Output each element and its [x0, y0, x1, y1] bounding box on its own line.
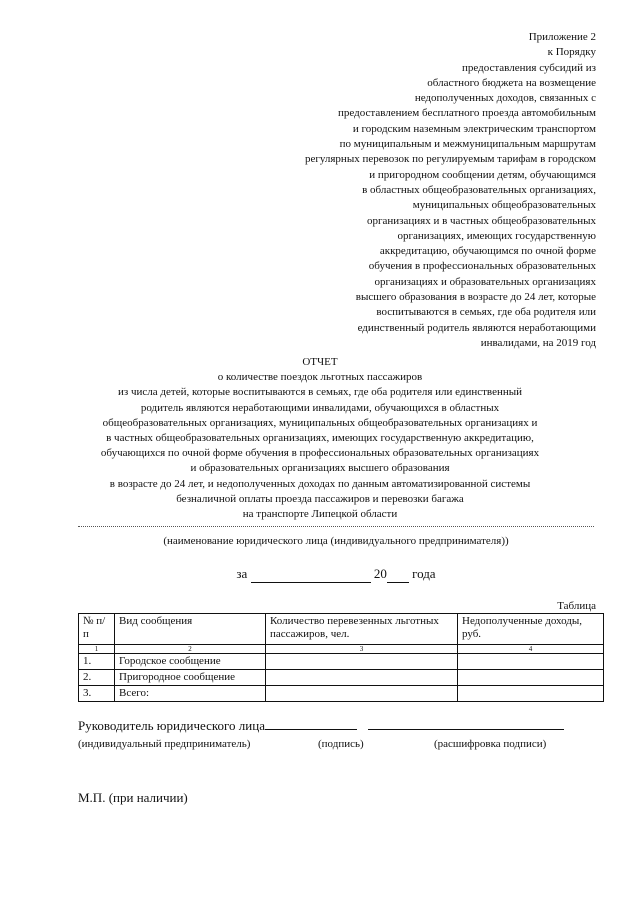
appendix-line: и пригородном сообщении детям, обучающимся — [369, 168, 596, 181]
period-suffix: года — [412, 566, 436, 581]
row-income-cell[interactable] — [458, 654, 604, 670]
decoding-caption: (расшифровка подписи) — [434, 738, 547, 750]
row-number: 2. — [79, 670, 115, 686]
appendix-line: аккредитацию, обучающимся по очной форме — [379, 245, 596, 258]
appendix-line: предоставлением бесплатного проезда автомобильным — [338, 107, 596, 120]
row-income-cell[interactable] — [458, 670, 604, 686]
report-title-line: общеобразовательных организациях, муниципальных общеобразовательных организациях и — [102, 416, 538, 429]
period-prefix: за — [236, 566, 248, 581]
row-number: 1. — [79, 654, 115, 670]
row-type: Всего: — [115, 686, 266, 702]
appendix-line: Приложение 2 — [528, 31, 596, 43]
report-title-line: обучающихся по очной форме обучения в профессиональных образовательных организациях — [100, 447, 540, 460]
appendix-line: организациях и в частных общеобразовательных — [366, 214, 596, 227]
report-title-line: на транспорте Липецкой области — [242, 508, 398, 521]
entrepreneur-caption: (индивидуальный предприниматель) — [78, 738, 251, 750]
report-title-line: в частных общеобразовательных организациях, имеющих государственную аккредитацию, — [106, 432, 534, 445]
appendix-line: по муниципальным и межмуниципальным маршрутам — [339, 138, 596, 151]
report-title-line: в возрасте до 24 лет, и недополученных доходах по данным автоматизированной системы — [109, 477, 531, 490]
entity-name-caption: (наименование юридического лица (индивидуального предпринимателя)) — [163, 535, 509, 547]
row-type: Пригородное сообщение — [115, 670, 266, 686]
table-row — [79, 686, 604, 702]
report-title-line: из числа детей, которые воспитываются в семьях, где оба родителя или единственный — [118, 386, 522, 399]
stamp-place: М.П. (при наличии) — [78, 790, 188, 805]
report-title-line: и образовательных организациях высшего образования — [190, 462, 450, 475]
table-row — [79, 670, 604, 686]
signature-caption: (подпись) — [318, 738, 364, 750]
header-cell-passengers: Количество перевезенных льготных пассажиров, чел. — [266, 614, 458, 645]
report-title: ОТЧЕТ — [302, 356, 338, 368]
signature-captions — [78, 738, 608, 754]
appendix-line: воспитываются в семьях, где оба родителя или — [376, 306, 596, 319]
header-cell-type: Вид сообщения — [115, 614, 266, 645]
signature-field[interactable] — [265, 716, 357, 730]
appendix-line: к Порядку — [547, 46, 596, 59]
appendix-line: областного бюджета на возмещение — [427, 76, 596, 89]
report-period — [78, 566, 594, 583]
row-passengers-cell[interactable] — [266, 670, 458, 686]
row-passengers-cell[interactable] — [266, 654, 458, 670]
appendix-line: недополученных доходов, связанных с — [414, 92, 596, 105]
report-title-line: о количестве поездок льготных пассажиров — [217, 371, 423, 384]
appendix-line: в областных общеобразовательных организациях, — [362, 183, 596, 196]
column-number: 3 — [266, 645, 458, 654]
appendix-line: организациях и образовательных организациях — [374, 275, 596, 288]
row-income-cell[interactable] — [458, 686, 604, 702]
table-row — [79, 654, 604, 670]
table-header-row — [79, 614, 604, 645]
period-field[interactable] — [251, 566, 371, 583]
row-number: 3. — [79, 686, 115, 702]
table-caption: Таблица — [557, 600, 596, 612]
entity-name-line[interactable] — [78, 526, 594, 527]
appendix-line: инвалидами, на 2019 год — [480, 336, 596, 349]
appendix-line: муниципальных общеобразовательных — [412, 199, 596, 212]
column-number: 4 — [458, 645, 604, 654]
appendix-line: организациях, имеющих государственную — [397, 229, 596, 242]
signature-decoding-field[interactable] — [368, 716, 564, 730]
row-passengers-cell[interactable] — [266, 686, 458, 702]
appendix-line: и городским наземным электрическим транспортом — [352, 122, 596, 135]
appendix-line: высшего образования в возрасте до 24 лет, которые — [355, 291, 596, 304]
year-field[interactable] — [387, 566, 409, 583]
signature-row — [78, 716, 608, 734]
year-prefix: 20 — [373, 566, 387, 581]
column-number: 1 — [79, 645, 115, 654]
column-number: 2 — [115, 645, 266, 654]
appendix-line: предоставления субсидий из — [461, 61, 596, 74]
head-label: Руководитель юридического лица — [78, 718, 265, 733]
appendix-header — [236, 30, 596, 351]
report-table — [78, 613, 604, 702]
appendix-line: регулярных перевозок по регулируемым тарифам в городском — [304, 153, 596, 166]
report-title-block — [40, 355, 600, 522]
table-column-number-row — [79, 645, 604, 654]
report-title-line: родитель являются неработающими инвалидами, обучающихся в областных — [140, 401, 500, 414]
report-title-line: безналичной оплаты проезда пассажиров и перевозки багажа — [176, 492, 464, 505]
header-cell-income: Недополученные доходы, руб. — [458, 614, 604, 645]
appendix-line: обучения в профессиональных образовательных — [368, 260, 596, 273]
header-cell-number: № п/п — [79, 614, 115, 645]
appendix-line: единственный родитель являются неработающими — [357, 321, 596, 334]
row-type: Городское сообщение — [115, 654, 266, 670]
